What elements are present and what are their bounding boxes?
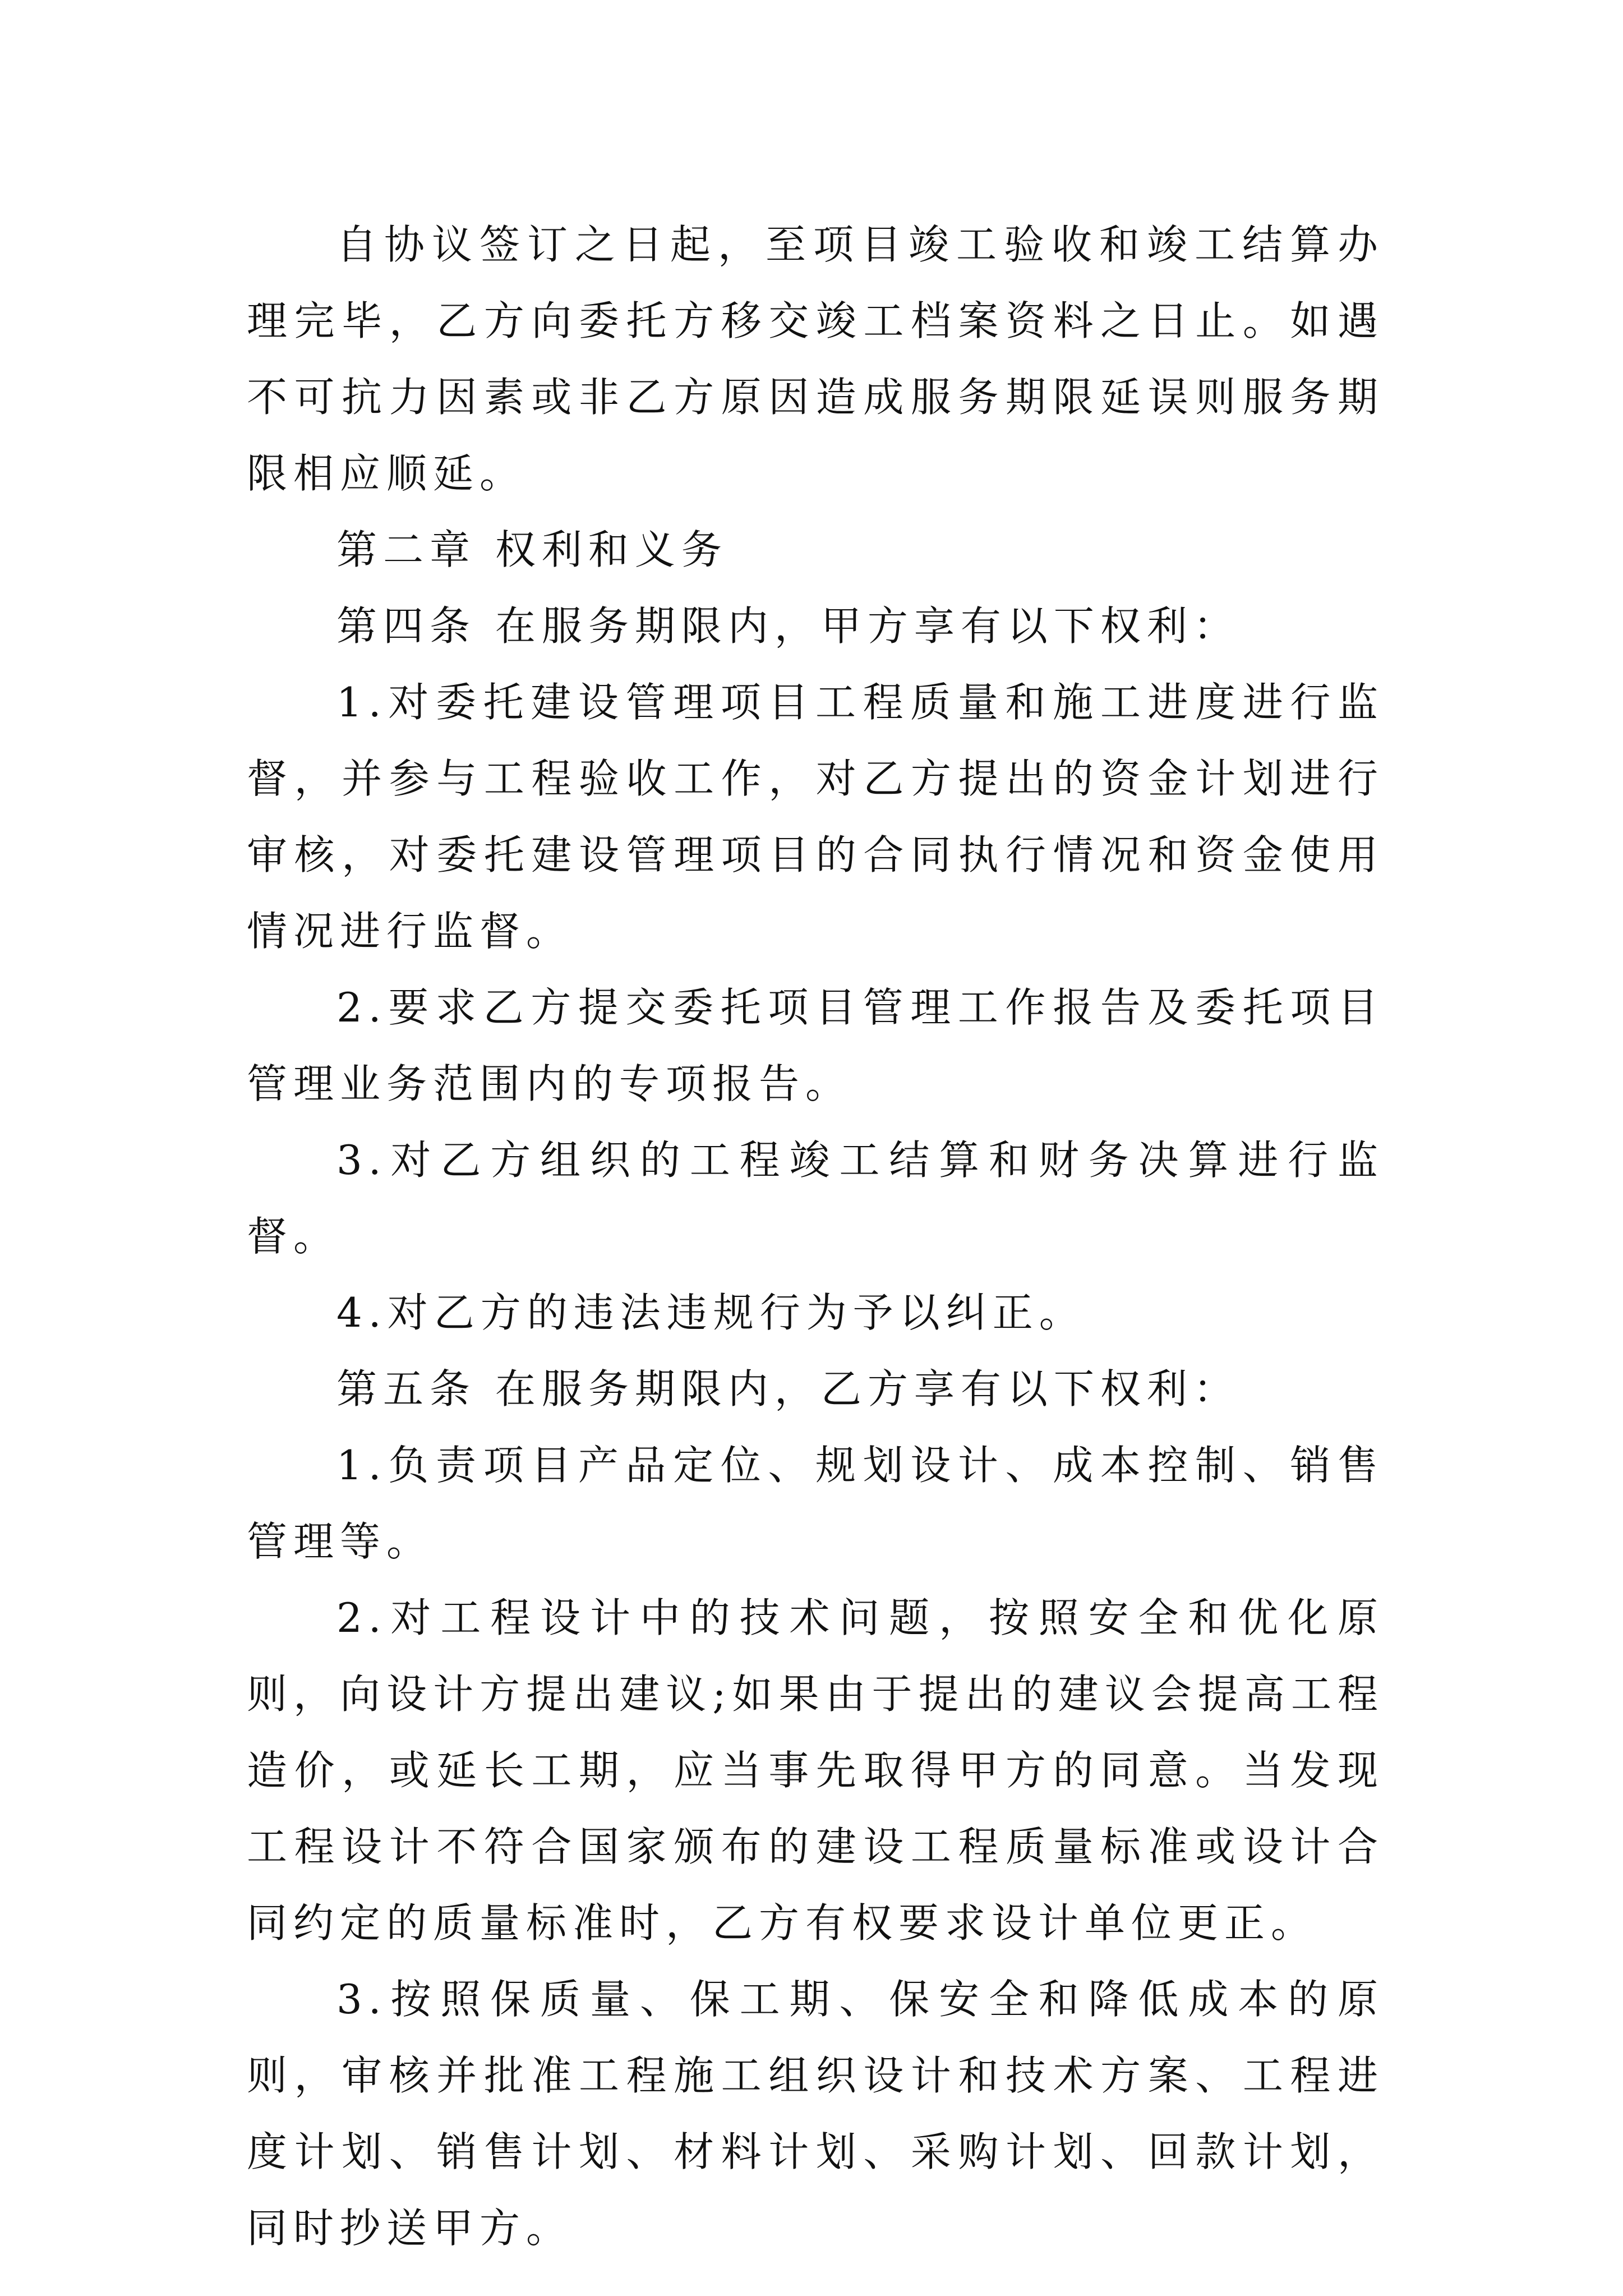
article-4-item-1: 1.对委托建设管理项目工程质量和施工进度进行监督，并参与工程验收工作，对乙方提出的资金计划进行审核，对委托建设管理项目的合同执行情况和资金使用情况进行监督。 xyxy=(247,679,1384,955)
article-5-item-2: 2.对工程设计中的技术问题，按照安全和优化原则，向设计方提出建议;如果由于提出的建议会提高工程造价，或延长工期，应当事先取得甲方的同意。当发现工程设计不符合国家颁布的建设工程质量标准或设计合同约定的质量标准时，乙方有权要求设计单位更正。 xyxy=(247,1594,1384,1947)
document-body xyxy=(247,206,1384,2266)
article-4-item-3: 3.对乙方组织的工程竣工结算和财务决算进行监督。 xyxy=(247,1137,1384,1260)
article-4-item-2: 2.要求乙方提交委托项目管理工作报告及委托项目管理业务范围内的专项报告。 xyxy=(247,984,1384,1107)
article-5-item-1: 1.负责项目产品定位、规划设计、成本控制、销售管理等。 xyxy=(247,1442,1384,1565)
article-5-heading: 第五条 在服务期限内，乙方享有以下权利： xyxy=(336,1365,1240,1412)
article-4-heading: 第四条 在服务期限内，甲方享有以下权利： xyxy=(336,602,1240,650)
article-5-item-3: 3.按照保质量、保工期、保安全和降低成本的原则，审核并批准工程施工组织设计和技术方案、工程进度计划、销售计划、材料计划、采购计划、回款计划，同时抄送甲方。 xyxy=(247,1976,1384,2252)
paragraph-service-term: 自协议签订之日起，至项目竣工验收和竣工结算办理完毕，乙方向委托方移交竣工档案资料之日止。如遇不可抗力因素或非乙方原因造成服务期限延误则服务期限相应顺延。 xyxy=(247,221,1384,497)
chapter-heading: 第二章 权利和义务 xyxy=(336,526,728,573)
article-4-item-4: 4.对乙方的违法违规行为予以纠正。 xyxy=(336,1289,1086,1336)
